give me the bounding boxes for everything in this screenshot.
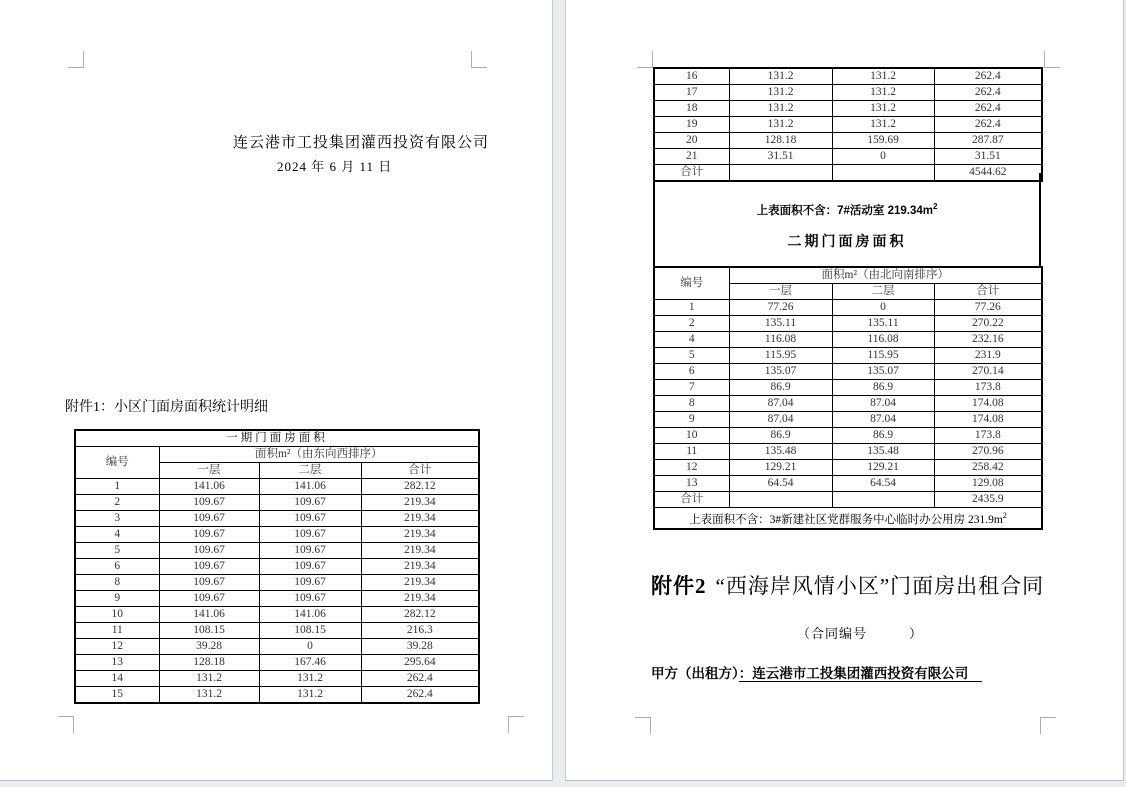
row-number-cell: 11 <box>75 623 159 639</box>
area-value-cell: 31.51 <box>934 149 1042 165</box>
area-value-cell: 131.2 <box>832 101 934 117</box>
area-value-cell: 231.9 <box>934 348 1042 364</box>
row-number-cell: 4 <box>654 332 729 348</box>
margin-crop-mark <box>1040 717 1056 734</box>
area-value-cell: 174.08 <box>934 412 1042 428</box>
row-number-cell: 9 <box>654 412 729 428</box>
area-value-cell: 109.67 <box>159 559 259 575</box>
area-value-cell: 129.21 <box>832 460 934 476</box>
area-value-cell: 141.06 <box>259 479 361 495</box>
area-value-cell: 77.26 <box>729 300 832 316</box>
area-value-cell: 219.34 <box>361 495 479 511</box>
row-number-cell: 5 <box>654 348 729 364</box>
table-row <box>654 149 1042 165</box>
table-row <box>654 133 1042 149</box>
area-value-cell: 131.2 <box>729 101 832 117</box>
area-value-cell: 109.67 <box>259 575 361 591</box>
total-header: 合计 <box>361 463 479 479</box>
attachment1-label: 附件1：小区门面房面积统计明细 <box>65 400 268 415</box>
signature-date: 2024 年 6 月 11 日 <box>277 159 393 174</box>
table-row <box>654 332 1042 348</box>
area-value-cell: 131.2 <box>159 671 259 687</box>
area-value-cell: 262.4 <box>934 101 1042 117</box>
table-row <box>654 380 1042 396</box>
phase2-exclusion-note: 上表面积不含：3#新建社区党群服务中心临时办公用房 $231.9m^2$ <box>654 508 1042 529</box>
area-value-cell: 4544.62 <box>934 165 1042 182</box>
table-row <box>654 364 1042 380</box>
attachment2-title: “西海岸风情小区”门面房出租合同 <box>715 574 1045 598</box>
phase1-table-header-row <box>75 447 479 463</box>
area-value-cell: 109.67 <box>259 527 361 543</box>
phase1-area-table-continuation <box>653 67 1043 182</box>
area-value-cell: 270.14 <box>934 364 1042 380</box>
area-value-cell: 131.2 <box>832 85 934 101</box>
area-value-cell: 262.4 <box>361 687 479 704</box>
area-value-cell: 262.4 <box>934 85 1042 101</box>
area-value-cell: 135.07 <box>729 364 832 380</box>
area-value-cell: 141.06 <box>159 607 259 623</box>
area-value-cell: 109.67 <box>259 495 361 511</box>
table-row <box>654 412 1042 428</box>
area-value-cell: 108.15 <box>259 623 361 639</box>
area-value-cell: 87.04 <box>832 412 934 428</box>
area-value-cell: 135.11 <box>832 316 934 332</box>
table-row <box>654 85 1042 101</box>
row-number-cell: 合计 <box>654 492 729 508</box>
table-row <box>75 687 479 704</box>
area-value-cell: 141.06 <box>259 607 361 623</box>
area-value-cell: 109.67 <box>259 559 361 575</box>
row-number-cell: 15 <box>75 687 159 704</box>
area-value-cell: 131.2 <box>729 117 832 133</box>
area-value-cell: 77.26 <box>934 300 1042 316</box>
area-value-cell: 2435.9 <box>934 492 1042 508</box>
row-number-cell: 20 <box>654 133 729 149</box>
no-column-header: 编号 <box>654 267 729 300</box>
area-value-cell: 86.9 <box>832 428 934 444</box>
area-value-cell: 109.67 <box>259 543 361 559</box>
area-value-cell: 159.69 <box>832 133 934 149</box>
area-value-cell: 86.9 <box>832 380 934 396</box>
area-value-cell: 173.8 <box>934 428 1042 444</box>
area-value-cell: 262.4 <box>934 117 1042 133</box>
area-value-cell: 131.2 <box>259 687 361 704</box>
area-value-cell: 0 <box>832 300 934 316</box>
area-value-cell: 282.12 <box>361 479 479 495</box>
row-number-cell: 16 <box>654 68 729 85</box>
area-value-cell: 115.95 <box>832 348 934 364</box>
row-number-cell: 2 <box>654 316 729 332</box>
phase2-table-title: 二期门面房面积 <box>787 235 907 250</box>
contract-number-line: （合同编号 ） <box>797 626 924 641</box>
row-number-cell: 9 <box>75 591 159 607</box>
area-column-header: 面积m²（由东向西排序） <box>159 447 479 463</box>
area-value-cell: 64.54 <box>729 476 832 492</box>
table-row <box>654 444 1042 460</box>
area-value-cell: 109.67 <box>159 591 259 607</box>
area-value-cell: 116.08 <box>832 332 934 348</box>
area-value-cell: 135.11 <box>729 316 832 332</box>
party-a-company-name: ：连云港市工投集团灌西投资有限公司 <box>739 666 983 682</box>
area-value-cell: 131.2 <box>832 117 934 133</box>
total-header: 合计 <box>934 284 1042 300</box>
row-number-cell: 12 <box>75 639 159 655</box>
area-value-cell: 64.54 <box>832 476 934 492</box>
area-value-cell: 87.04 <box>832 396 934 412</box>
no-column-header: 编号 <box>75 447 159 479</box>
table-row <box>75 543 479 559</box>
row-number-cell: 13 <box>75 655 159 671</box>
phase1-exclusion-note: 上表面积不含：7#活动室 $219.34m^2$ <box>756 202 938 217</box>
phase1-note-box <box>653 173 1041 266</box>
area-value-cell: 109.67 <box>159 575 259 591</box>
floor2-header: 二层 <box>832 284 934 300</box>
area-value-cell: 135.48 <box>832 444 934 460</box>
table-row <box>75 655 479 671</box>
area-value-cell: 0 <box>832 149 934 165</box>
area-value-cell: 109.67 <box>259 591 361 607</box>
area-value-cell: 270.96 <box>934 444 1042 460</box>
party-a-label: 甲方（出租方） <box>651 666 739 681</box>
attachment2-heading <box>651 570 1044 600</box>
row-number-cell: 19 <box>654 117 729 133</box>
table-row <box>654 476 1042 492</box>
area-value-cell: 219.34 <box>361 527 479 543</box>
floor2-header: 二层 <box>259 463 361 479</box>
table-row <box>654 101 1042 117</box>
area-column-header: 面积m²（由北向南排序） <box>729 267 1042 284</box>
area-value-cell: 219.34 <box>361 559 479 575</box>
area-value-cell: 109.67 <box>159 511 259 527</box>
table-row <box>75 591 479 607</box>
area-value-cell: 128.18 <box>729 133 832 149</box>
row-number-cell: 6 <box>654 364 729 380</box>
area-value-cell: 129.08 <box>934 476 1042 492</box>
area-value-cell: 219.34 <box>361 591 479 607</box>
area-value-cell: 108.15 <box>159 623 259 639</box>
area-value-cell: 87.04 <box>729 396 832 412</box>
table-row <box>75 527 479 543</box>
area-value-cell <box>832 492 934 508</box>
area-value-cell: 287.87 <box>934 133 1042 149</box>
phase1-table-title-row <box>75 430 479 447</box>
area-value-cell: 109.67 <box>159 543 259 559</box>
phase1-table-title: 一期门面房面积 <box>75 430 479 447</box>
table-row <box>75 607 479 623</box>
row-number-cell: 4 <box>75 527 159 543</box>
area-value-cell: 129.21 <box>729 460 832 476</box>
area-value-cell: 135.48 <box>729 444 832 460</box>
area-value-cell: 219.34 <box>361 543 479 559</box>
row-number-cell: 2 <box>75 495 159 511</box>
table-row <box>654 316 1042 332</box>
row-number-cell: 1 <box>75 479 159 495</box>
table-row <box>75 623 479 639</box>
row-number-cell: 21 <box>654 149 729 165</box>
row-number-cell: 13 <box>654 476 729 492</box>
margin-crop-mark <box>637 51 653 68</box>
table-row <box>75 495 479 511</box>
row-number-cell: 5 <box>75 543 159 559</box>
table-row <box>654 300 1042 316</box>
area-value-cell: 31.51 <box>729 149 832 165</box>
margin-crop-mark <box>1044 51 1060 68</box>
area-value-cell: 39.28 <box>159 639 259 655</box>
table-row <box>654 396 1042 412</box>
row-number-cell: 11 <box>654 444 729 460</box>
area-value-cell: 258.42 <box>934 460 1042 476</box>
row-number-cell: 7 <box>654 380 729 396</box>
area-value-cell: 219.34 <box>361 511 479 527</box>
area-value-cell: 0 <box>259 639 361 655</box>
area-value-cell: 131.2 <box>729 68 832 85</box>
area-value-cell: 295.64 <box>361 655 479 671</box>
table-row <box>75 479 479 495</box>
phase2-area-table <box>653 266 1043 530</box>
area-value-cell: 86.9 <box>729 380 832 396</box>
table-row <box>654 428 1042 444</box>
table-row <box>654 117 1042 133</box>
company-signature-title: 连云港市工投集团灌西投资有限公司 <box>233 135 490 151</box>
area-value-cell: 173.8 <box>934 380 1042 396</box>
area-value-cell: 87.04 <box>729 412 832 428</box>
margin-crop-mark <box>508 716 524 733</box>
area-value-cell: 109.67 <box>159 527 259 543</box>
row-number-cell: 17 <box>654 85 729 101</box>
area-value-cell: 131.2 <box>159 687 259 704</box>
area-value-cell: 167.46 <box>259 655 361 671</box>
margin-crop-mark <box>635 717 651 734</box>
area-value-cell: 131.2 <box>832 68 934 85</box>
table-row <box>654 460 1042 476</box>
table-row <box>654 348 1042 364</box>
area-value-cell: 174.08 <box>934 396 1042 412</box>
floor1-header: 一层 <box>729 284 832 300</box>
area-value-cell: 270.22 <box>934 316 1042 332</box>
table-row <box>654 492 1042 508</box>
attachment2-number: 附件2 <box>651 574 707 598</box>
table-row <box>75 639 479 655</box>
row-number-cell: 合计 <box>654 165 729 182</box>
area-value-cell: 262.4 <box>934 68 1042 85</box>
table-row <box>75 559 479 575</box>
party-a-line <box>651 662 982 682</box>
area-value-cell: 232.16 <box>934 332 1042 348</box>
phase2-note-row <box>654 508 1042 529</box>
table-row <box>75 671 479 687</box>
table-row <box>654 68 1042 85</box>
area-value-cell: 141.06 <box>159 479 259 495</box>
floor1-header: 一层 <box>159 463 259 479</box>
area-value-cell <box>729 492 832 508</box>
area-value-cell: 135.07 <box>832 364 934 380</box>
row-number-cell: 1 <box>654 300 729 316</box>
row-number-cell: 8 <box>75 575 159 591</box>
row-number-cell: 14 <box>75 671 159 687</box>
area-value-cell: 128.18 <box>159 655 259 671</box>
area-value-cell: 86.9 <box>729 428 832 444</box>
row-number-cell: 12 <box>654 460 729 476</box>
row-number-cell: 6 <box>75 559 159 575</box>
margin-crop-mark <box>58 716 74 733</box>
row-number-cell: 18 <box>654 101 729 117</box>
area-value-cell: 216.3 <box>361 623 479 639</box>
phase2-table-header-row <box>654 267 1042 284</box>
row-number-cell: 8 <box>654 396 729 412</box>
area-value-cell: 131.2 <box>729 85 832 101</box>
document-page-left[interactable] <box>0 0 553 781</box>
phase1-area-table <box>74 429 480 704</box>
area-value-cell: 131.2 <box>259 671 361 687</box>
margin-crop-mark <box>471 51 487 68</box>
area-value-cell: 109.67 <box>259 511 361 527</box>
row-number-cell: 10 <box>654 428 729 444</box>
area-value-cell: 116.08 <box>729 332 832 348</box>
area-value-cell: 282.12 <box>361 607 479 623</box>
area-value-cell: 109.67 <box>159 495 259 511</box>
table-row <box>75 511 479 527</box>
row-number-cell: 3 <box>75 511 159 527</box>
document-page-right[interactable] <box>565 0 1124 781</box>
area-value-cell: 219.34 <box>361 575 479 591</box>
area-value-cell: 39.28 <box>361 639 479 655</box>
margin-crop-mark <box>68 51 84 68</box>
row-number-cell: 10 <box>75 607 159 623</box>
table-row <box>75 575 479 591</box>
area-value-cell: 262.4 <box>361 671 479 687</box>
area-value-cell: 115.95 <box>729 348 832 364</box>
